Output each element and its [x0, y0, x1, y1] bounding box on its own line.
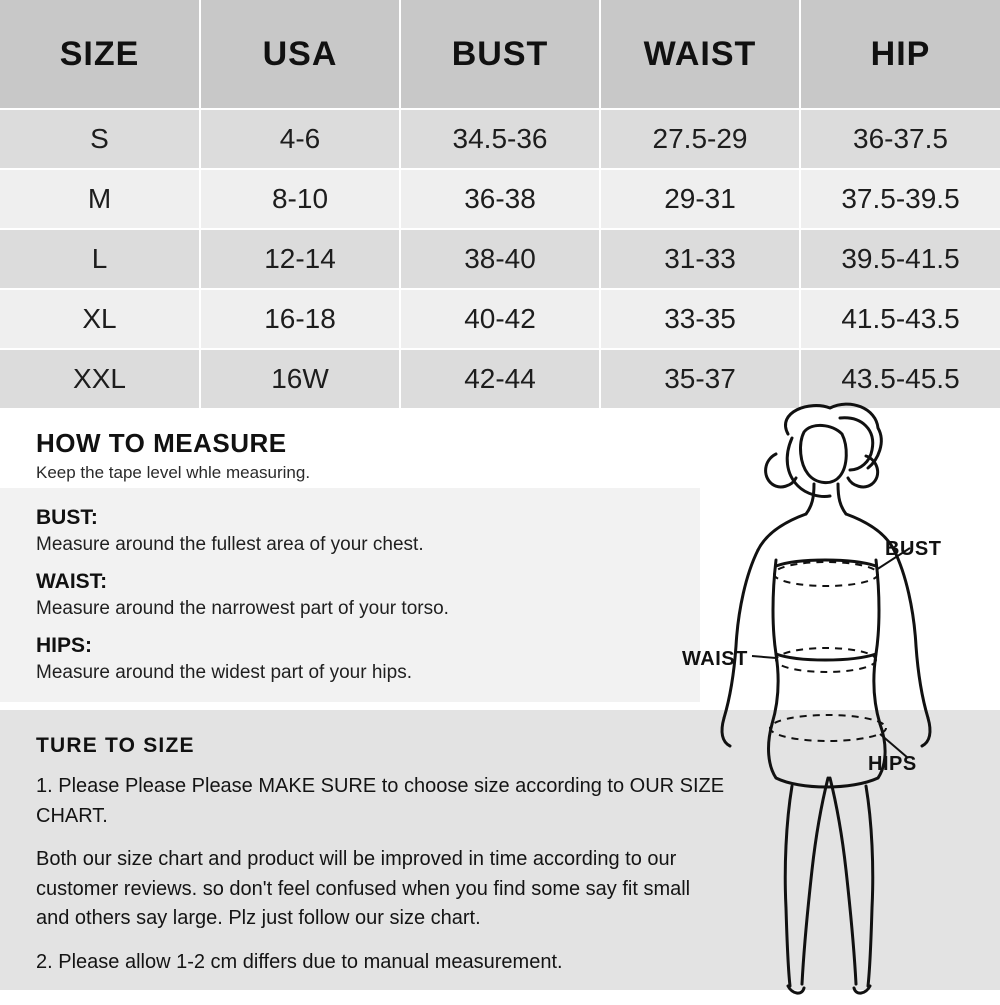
cell-hip: 39.5-41.5 [800, 229, 1000, 289]
measure-label-hips: HIPS: [36, 634, 93, 657]
measure-item-hips [0, 634, 700, 684]
how-to-measure-section [0, 410, 1000, 710]
cell-size: XL [0, 289, 200, 349]
column-header-hip: HIP [800, 0, 1000, 109]
table-header [0, 0, 1000, 109]
how-to-measure-list [0, 488, 700, 702]
table-row [0, 229, 1000, 289]
how-to-measure-title: HOW TO MEASURE [36, 428, 287, 458]
cell-waist: 27.5-29 [600, 109, 800, 169]
cell-hip: 36-37.5 [800, 109, 1000, 169]
table-body [0, 109, 1000, 409]
cell-hip: 37.5-39.5 [800, 169, 1000, 229]
true-to-size-paragraph-1: 1. Please Please Please MAKE SURE to choose size according to OUR SIZE CHART. [36, 775, 725, 827]
figure-label-hips: HIPS [868, 753, 917, 775]
cell-size: M [0, 169, 200, 229]
cell-waist: 29-31 [600, 169, 800, 229]
cell-waist: 35-37 [600, 349, 800, 409]
cell-waist: 33-35 [600, 289, 800, 349]
true-to-size-section [0, 710, 1000, 990]
true-to-size-title: TURE TO SIZE [36, 734, 195, 757]
measure-item-waist [0, 570, 700, 620]
measure-item-bust [0, 506, 700, 556]
cell-usa: 16-18 [200, 289, 400, 349]
cell-hip: 41.5-43.5 [800, 289, 1000, 349]
cell-size: L [0, 229, 200, 289]
size-chart-table [0, 0, 1000, 410]
true-to-size-paragraph-2: Both our size chart and product will be improved in time according to our customer reviews. so don't feel confused when you find some say fit small and others say large. Plz just follow our size chart. [36, 848, 691, 930]
measure-label-bust: BUST: [36, 506, 98, 529]
cell-bust: 36-38 [400, 169, 600, 229]
cell-bust: 34.5-36 [400, 109, 600, 169]
cell-size: XXL [0, 349, 200, 409]
column-header-bust: BUST [400, 0, 600, 109]
table-header-row [0, 0, 1000, 109]
measure-text-bust: Measure around the fullest area of your chest. [36, 534, 424, 555]
cell-bust: 40-42 [400, 289, 600, 349]
column-header-usa: USA [200, 0, 400, 109]
cell-hip: 43.5-45.5 [800, 349, 1000, 409]
true-to-size-content [36, 734, 726, 978]
table-row [0, 169, 1000, 229]
figure-label-waist: WAIST [682, 648, 748, 670]
column-header-waist: WAIST [600, 0, 800, 109]
cell-size: S [0, 109, 200, 169]
cell-usa: 4-6 [200, 109, 400, 169]
cell-waist: 31-33 [600, 229, 800, 289]
column-header-size: SIZE [0, 0, 200, 109]
figure-label-bust: BUST [885, 538, 942, 560]
measure-label-waist: WAIST: [36, 570, 108, 593]
how-to-measure-subtitle: Keep the tape level whle measuring. [36, 463, 311, 482]
table-row [0, 109, 1000, 169]
table-row [0, 289, 1000, 349]
cell-bust: 42-44 [400, 349, 600, 409]
how-to-measure-heading [36, 428, 676, 483]
cell-usa: 12-14 [200, 229, 400, 289]
measure-text-hips: Measure around the widest part of your hips. [36, 662, 412, 683]
measure-text-waist: Measure around the narrowest part of your torso. [36, 598, 449, 619]
true-to-size-paragraph-3: 2. Please allow 1-2 cm differs due to manual measurement. [36, 950, 563, 973]
cell-bust: 38-40 [400, 229, 600, 289]
table-row [0, 349, 1000, 409]
cell-usa: 8-10 [200, 169, 400, 229]
cell-usa: 16W [200, 349, 400, 409]
